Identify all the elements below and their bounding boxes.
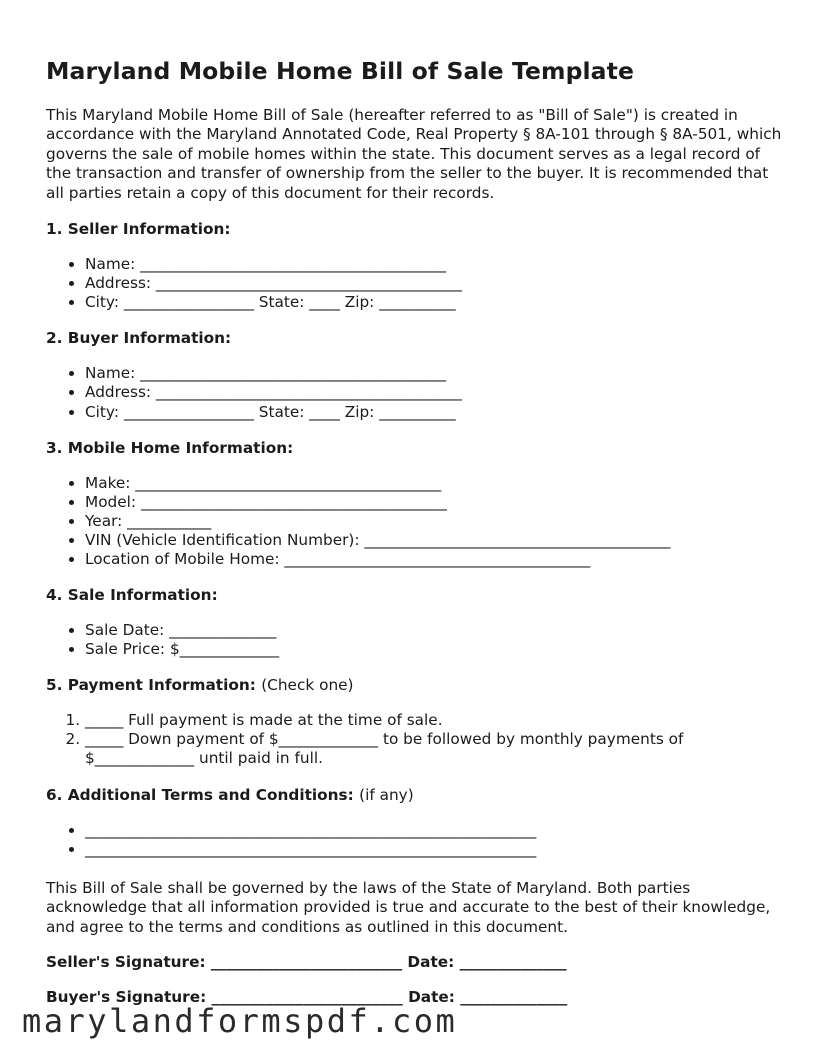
vin-field: • VIN (Vehicle Identification Number): ________________________________________ <box>85 531 786 550</box>
sale-section <box>46 585 786 659</box>
buyer-fields <box>46 364 786 421</box>
payment-options <box>46 711 786 768</box>
terms-section <box>46 785 786 859</box>
mobile-home-section <box>46 438 786 569</box>
terms-lines <box>46 821 786 859</box>
terms-heading-note: (if any) <box>359 785 414 804</box>
payment-section <box>46 675 786 768</box>
site-watermark: marylandformspdf.com <box>22 1002 458 1040</box>
mobile-home-heading: 3. Mobile Home Information: <box>46 438 294 457</box>
sale-heading: 4. Sale Information: <box>46 586 218 605</box>
buyer-signature-line: Buyer's Signature: _________________________ Date: ______________ <box>46 987 568 1006</box>
buyer-city-field: • City: _________________ State: ____ Zip: __________ <box>85 403 786 422</box>
year-field: • Year: ___________ <box>85 512 786 531</box>
intro-paragraph: This Maryland Mobile Home Bill of Sale (hereafter referred to as "Bill of Sale") is created in accordance with the Maryland Annotated Code, Real Property § 8A-101 through § 8A-501, which governs the sale of mobile homes within the state. This document serves as a legal record of the transaction and transfer of ownership from the seller to the buyer. It is recommended that all parties retain a copy of this document for their records. <box>46 106 782 202</box>
terms-line: • ___________________________________________________________ <box>85 821 786 840</box>
seller-signature-line: Seller's Signature: _________________________ Date: ______________ <box>46 952 567 971</box>
terms-heading-text: 6. Additional Terms and Conditions: <box>46 785 354 804</box>
sale-date-field: • Sale Date: ______________ <box>85 621 786 640</box>
seller-city-field: • City: _________________ State: ____ Zip: __________ <box>85 293 786 312</box>
make-field: • Make: ________________________________________ <box>85 474 786 493</box>
payment-heading <box>46 675 786 695</box>
model-field: • Model: ________________________________________ <box>85 493 786 512</box>
seller-section <box>46 219 786 312</box>
terms-heading <box>46 785 786 805</box>
closing-paragraph: This Bill of Sale shall be governed by the laws of the State of Maryland. Both parties acknowledge that all information provided is true and accurate to the best of their knowledge, and agree to the terms and conditions as outlined in this document. <box>46 878 771 936</box>
document-page <box>46 56 786 1007</box>
terms-line: • ___________________________________________________________ <box>85 840 786 859</box>
buyer-address-field: • Address: ________________________________________ <box>85 383 786 402</box>
seller-fields <box>46 255 786 312</box>
payment-option-full: 1. _____ Full payment is made at the time of sale. <box>85 711 786 730</box>
payment-heading-note: (Check one) <box>261 676 354 695</box>
seller-address-field: • Address: ________________________________________ <box>85 274 786 293</box>
document-title: Maryland Mobile Home Bill of Sale Template <box>46 57 635 85</box>
sale-fields <box>46 621 786 659</box>
payment-option-installments: 2. _____ Down payment of $_____________ to be followed by monthly payments of $_____________ until paid in full. <box>85 730 786 768</box>
buyer-name-field: • Name: ________________________________________ <box>85 364 786 383</box>
sale-price-field: • Sale Price: $_____________ <box>85 640 786 659</box>
mobile-home-fields <box>46 474 786 569</box>
seller-heading: 1. Seller Information: <box>46 220 231 239</box>
seller-name-field: • Name: ________________________________________ <box>85 255 786 274</box>
buyer-section <box>46 328 786 421</box>
buyer-heading: 2. Buyer Information: <box>46 329 232 348</box>
location-field: • Location of Mobile Home: ________________________________________ <box>85 550 786 569</box>
payment-heading-text: 5. Payment Information: <box>46 676 256 695</box>
